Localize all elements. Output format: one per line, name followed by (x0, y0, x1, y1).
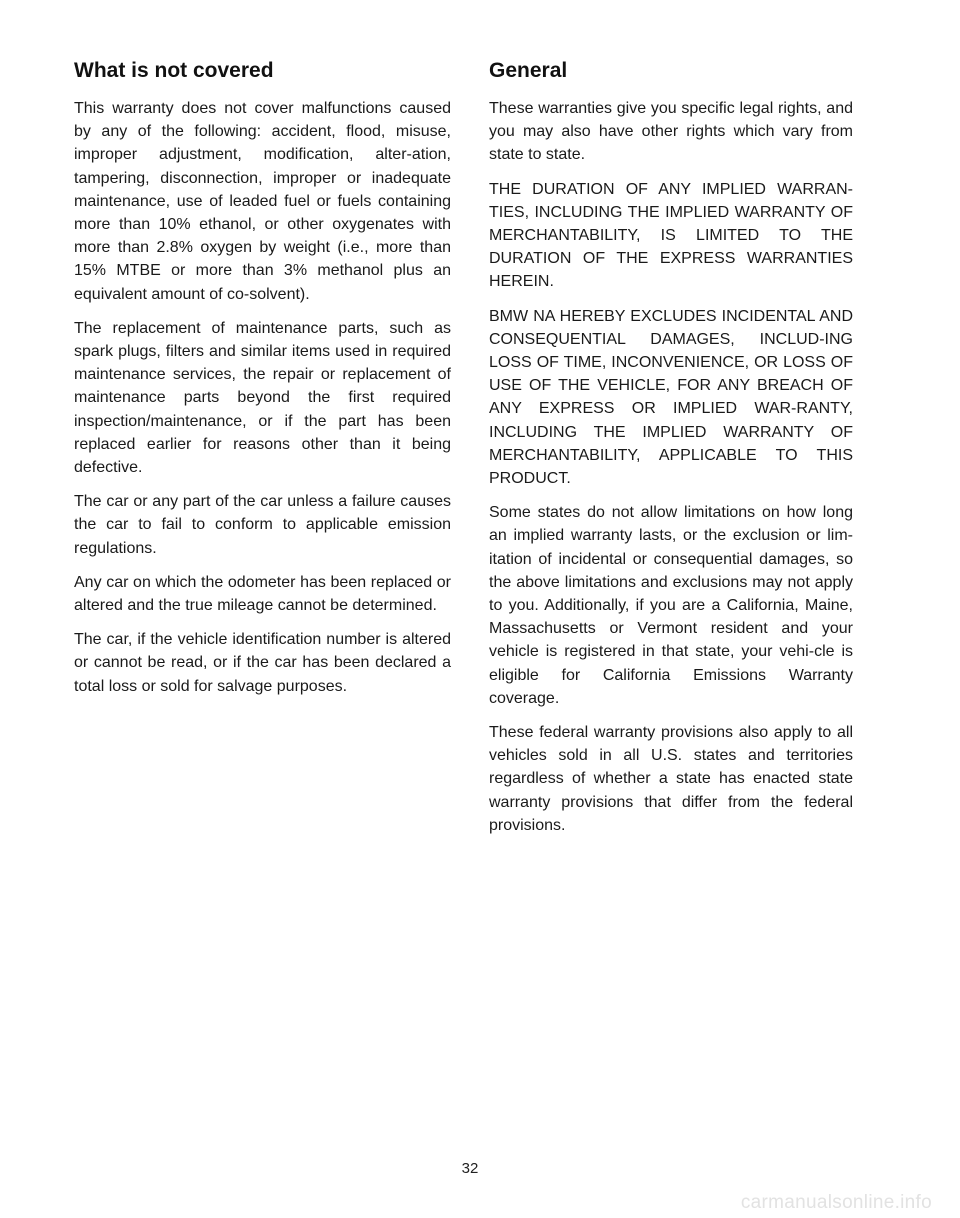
paragraph: THE DURATION OF ANY IMPLIED WARRAN-TIES, INCLUDING THE IMPLIED WARRANTY OF MERCHANTABILITY, IS LIMITED TO THE DURATION OF THE EXPRESS WARRANTIES HEREIN. (489, 180, 853, 291)
paragraph: The car or any part of the car unless a failure causes the car to fail to conform to applicable emission regulations. (74, 493, 451, 557)
paragraph: The car, if the vehicle identification number is altered or cannot be read, or if the car has been declared a total loss or sold for salvage purposes. (74, 631, 451, 695)
right-column (489, 58, 853, 848)
watermark[interactable]: carmanualsonline.info (740, 1192, 932, 1213)
paragraph: This warranty does not cover malfunctions caused by any of the following: accident, flood, misuse, improper adjustment, modification, alter-ation, tampering, disconnection, improper or inadequate maintenance, use of leaded fuel or fuels containing more than 10% ethanol, or other oxygenates with more than 2.8% oxygen by weight (i.e., more than 15% MTBE or more than 3% methanol plus an equivalent amount of co-solvent). (74, 100, 451, 303)
paragraph: These warranties give you specific legal rights, and you may also have other rights which vary from state to state. (489, 100, 853, 164)
paragraph: Some states do not allow limitations on how long an implied warranty lasts, or the exclusion or lim-itation of incidental or consequential damages, so the above limitations and exclusions may not apply to you. Additionally, if you are a California, Maine, Massachusetts or Vermont resident and your vehicle is registered in that state, your vehi-cle is eligible for California Emissions Warranty coverage. (489, 504, 853, 707)
left-column (74, 58, 451, 709)
section-heading-general: General (489, 59, 568, 82)
paragraph: Any car on which the odometer has been replaced or altered and the true mileage cannot be determined. (74, 573, 451, 615)
paragraph: These federal warranty provisions also apply to all vehicles sold in all U.S. states and territories regardless of whether a state has enacted state warranty provisions that differ from the federal provisions. (489, 724, 853, 834)
page-number: 32 (461, 1160, 479, 1177)
paragraph: The replacement of maintenance parts, such as spark plugs, filters and similar items used in required maintenance services, the repair or replacement of maintenance parts beyond the first required inspection/maintenance, or if the part has been replaced earlier for reasons other than it being defective. (74, 319, 451, 477)
section-heading-not-covered: What is not covered (74, 59, 274, 82)
paragraph: BMW NA HEREBY EXCLUDES INCIDENTAL AND CONSEQUENTIAL DAMAGES, INCLUD-ING LOSS OF TIME, INCONVENIENCE, OR LOSS OF USE OF THE VEHICLE, FOR ANY BREACH OF ANY EXPRESS OR IMPLIED WAR-RANTY, INCLUDING THE IMPLIED WARRANTY OF MERCHANTABILITY, APPLICABLE TO THIS PRODUCT. (489, 307, 853, 488)
